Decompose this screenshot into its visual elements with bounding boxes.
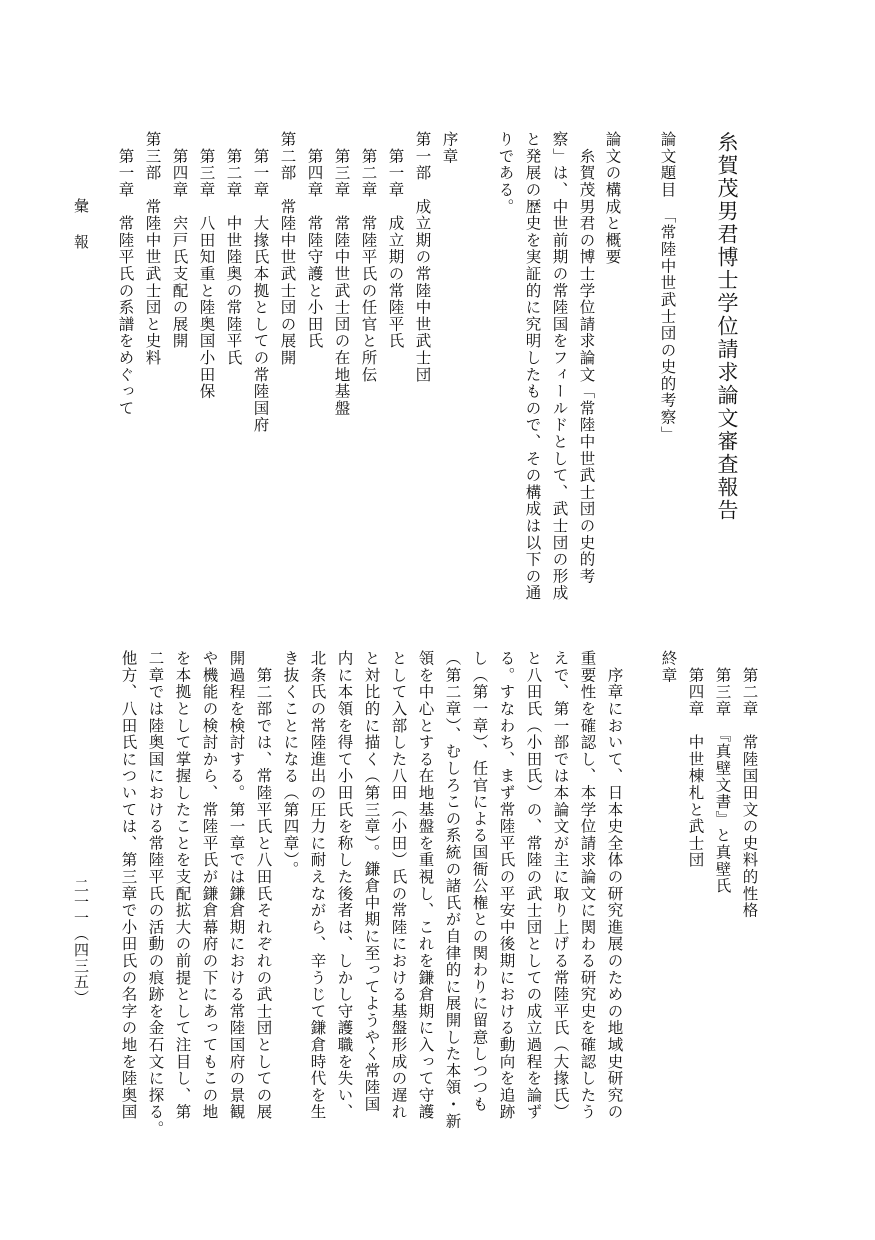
toc-item: 第四章 常陸守護と小田氏: [305, 131, 324, 350]
body-line: 重要性を確認し、本学位請求論文に関わる研究史を確認したう: [578, 650, 597, 1121]
toc-item: 第一部 成立期の常陸中世武士団: [413, 131, 432, 383]
body-line: 序章において、日本史全体の研究進展のための地域史研究の: [605, 650, 624, 1121]
body-line: と対比的に描く（第三章）。鎌倉中期に至ってようやく常陸国: [362, 650, 381, 1113]
page-title: 糸賀茂男君博士学位請求論文審査報告: [715, 131, 739, 522]
body-line: として入部した八田（小田）氏の常陸における基盤形成の遅れ: [389, 650, 408, 1121]
toc-item: 第一章 常陸平氏の系譜をめぐって: [116, 131, 135, 417]
toc-item: 第二章 常陸平氏の任官と所伝: [359, 131, 378, 383]
toc-item: 第四章 中世棟札と武士団: [686, 650, 705, 869]
body-line: と八田氏（小田氏）の、常陸の武士団としての成立過程を論ず: [524, 650, 543, 1121]
thesis-title-line: 論文題目 「常陸中世武士団の史的考察」: [658, 131, 677, 443]
toc-item: 第二部 常陸中世武士団の展開: [278, 131, 297, 367]
body-line: し（第一章）、任官による国衙公権との関わりに留意しつつも: [470, 650, 489, 1113]
toc-item: 第一章 成立期の常陸平氏: [386, 131, 405, 350]
body-line: や機能の検討から、常陸平氏が鎌倉幕府の下にあってもこの地: [200, 650, 219, 1121]
toc-item: 第三章 八田知重と陸奥国小田保: [197, 131, 216, 400]
intro-line: 糸賀茂男君の博士学位請求論文「常陸中世武士団の史的考: [577, 131, 596, 585]
body-line: き抜くことになる（第四章）。: [281, 650, 300, 878]
body-line: 内に本領を得て小田氏を称した後者は、しかし守護職を失い、: [335, 650, 354, 1121]
intro-line: りである。: [496, 131, 515, 215]
footer-label: 彙 報: [72, 198, 90, 252]
toc-item: 第二章 中世陸奥の常陸平氏: [224, 131, 243, 367]
page-number: 二一一（四三五）: [72, 878, 90, 1006]
toc-item: 第四章 宍戸氏支配の展開: [170, 131, 189, 350]
body-line: （第二章）、むしろこの系統の諸氏が自律的に展開した本領・新: [443, 650, 462, 1130]
intro-line: 察」は、中世前期の常陸国をフィールドとして、武士団の形成: [550, 131, 569, 602]
toc-item: 第三章 常陸中世武士団の在地基盤: [332, 131, 351, 417]
toc-item: 序章: [440, 131, 459, 165]
toc-item: 第三章 『真壁文書』と真壁氏: [713, 650, 732, 895]
body-line: 第二部では、常陸平氏と八田氏それぞれの武士団としての展: [254, 650, 273, 1121]
body-line: 他方、八田氏については、第三章で小田氏の名字の地を陸奥国: [119, 650, 138, 1121]
intro-line: と発展の歴史を実証的に究明したもので、その構成は以下の通: [523, 131, 542, 602]
toc-item: 第二章 常陸国田文の史料的性格: [740, 650, 759, 919]
body-line: を本拠として掌握したことを支配拡大の前提として注目し、第: [173, 650, 192, 1121]
body-line: る。すなわち、まず常陸平氏の平安中後期における動向を追跡: [497, 650, 516, 1121]
body-line: えで、第一部では本論文が主に取り上げる常陸平氏（大掾氏）: [551, 650, 570, 1121]
body-line: 二章では陸奥国における常陸平氏の活動の痕跡を金石文に探る。: [146, 650, 165, 1138]
body-line: 領を中心とする在地基盤を重視し、これを鎌倉期に入って守護: [416, 650, 435, 1121]
toc-item: 終章: [659, 650, 678, 684]
body-line: 開過程を検討する。第一章では鎌倉期における常陸国府の景観: [227, 650, 246, 1121]
toc-item: 第一章 大掾氏本拠としての常陸国府: [251, 131, 270, 434]
section-heading: 論文の構成と概要: [603, 131, 622, 266]
body-line: 北条氏の常陸進出の圧力に耐えながら、辛うじて鎌倉時代を生: [308, 650, 327, 1121]
toc-item: 第三部 常陸中世武士団と史料: [143, 131, 162, 367]
